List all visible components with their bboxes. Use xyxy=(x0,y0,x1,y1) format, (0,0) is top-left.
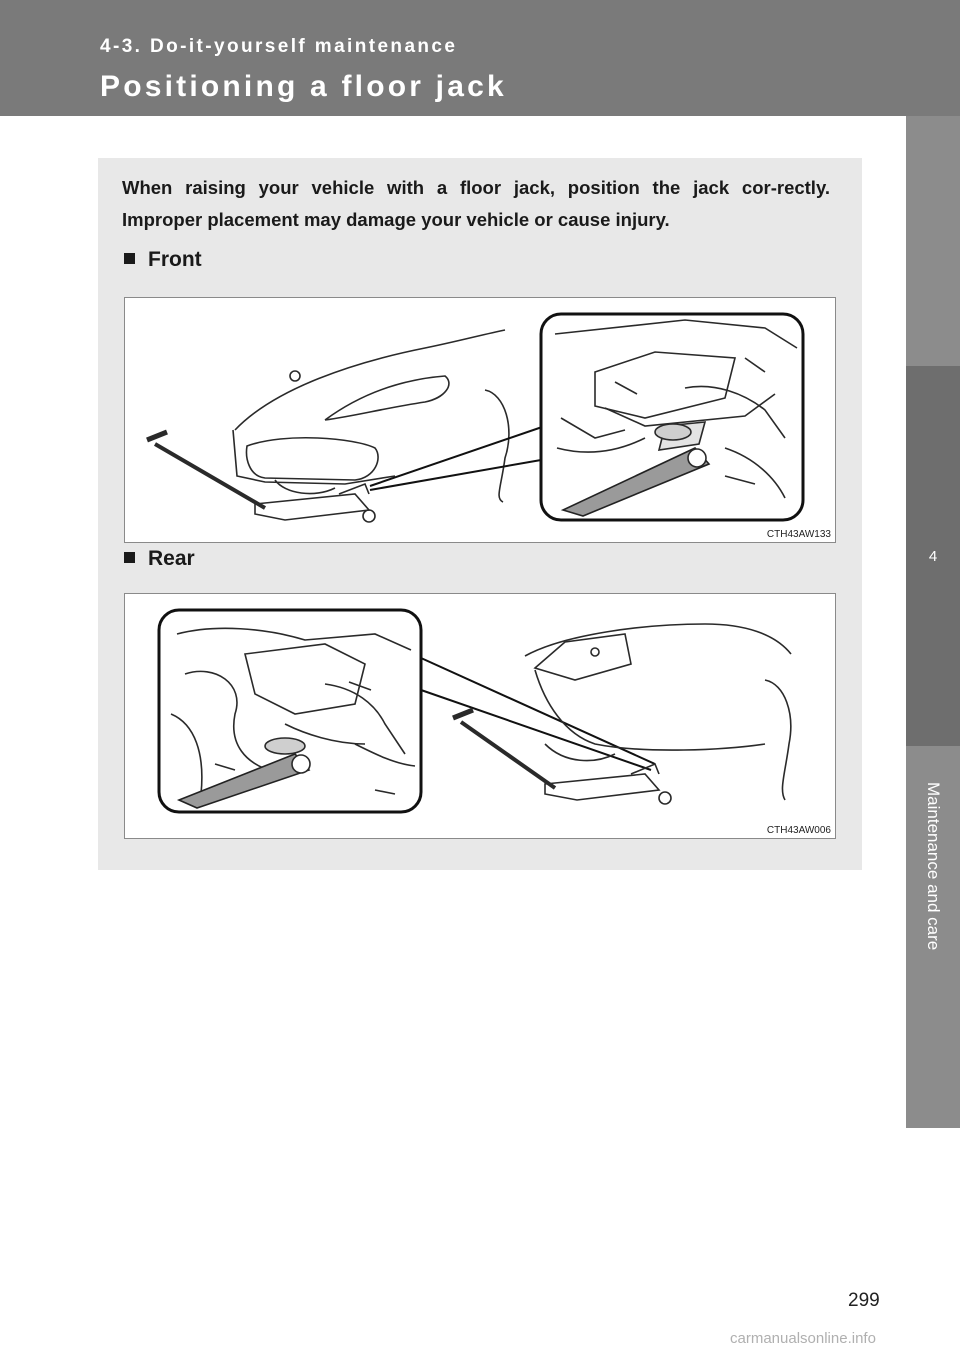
chapter-title xyxy=(918,746,948,986)
rear-jack-illustration xyxy=(125,594,837,840)
front-figure-code: CTH43AW133 xyxy=(766,529,831,540)
rear-heading xyxy=(124,547,195,571)
page-header xyxy=(0,0,960,116)
chapter-number: 4 xyxy=(906,366,960,746)
intro-paragraph: When raising your vehicle with a floor jack, position the jack cor-rectly. Improper placement may damage your vehicle or cause injury. xyxy=(122,177,830,230)
page-number: 299 xyxy=(848,1290,880,1311)
rear-jack-figure xyxy=(124,593,836,839)
front-heading xyxy=(124,248,202,272)
bullet-square-icon xyxy=(124,552,135,563)
chapter-title-text: Maintenance and care xyxy=(924,781,943,951)
front-heading-text: Front xyxy=(148,248,202,271)
bullet-square-icon xyxy=(124,253,135,264)
front-jack-figure xyxy=(124,297,836,543)
rear-figure-code: CTH43AW006 xyxy=(766,825,831,836)
watermark: carmanualsonline.info xyxy=(730,1330,876,1347)
front-jack-illustration xyxy=(125,298,837,544)
page-title: Positioning a floor jack xyxy=(100,70,507,103)
section-label: 4-3. Do-it-yourself maintenance xyxy=(100,36,458,57)
rear-heading-text: Rear xyxy=(148,547,195,570)
